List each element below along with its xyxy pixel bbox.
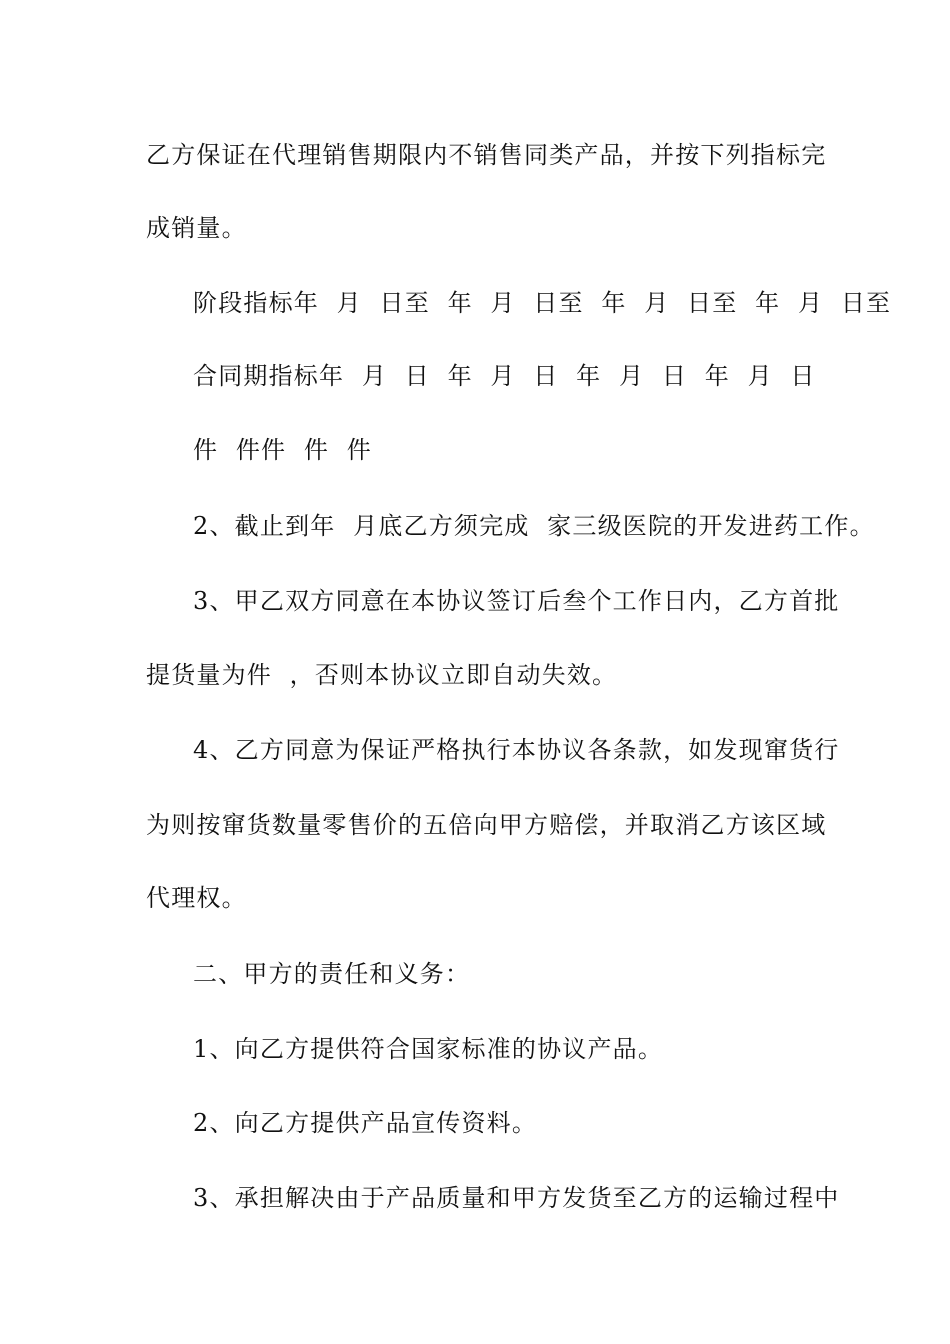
paragraph-line-1: 乙方保证在代理销售期限内不销售同类产品，并按下列指标完 [146,141,827,169]
contract-period-target-row: 合同期指标年 月 日 年 月 日 年 月 日 年 月 日 [193,362,816,390]
paragraph-line-2: 成销量。 [146,214,247,242]
clause-4-line-2: 为则按窜货数量零售价的五倍向甲方赔偿，并取消乙方该区域 [146,811,827,839]
stage-target-row: 阶段指标年 月 日至 年 月 日至 年 月 日至 年 月 日至 [193,289,892,317]
clause-2: 2、截止到年 月底乙方须完成 家三级医院的开发进药工作。 [193,512,875,540]
clause-4-line-3: 代理权。 [146,884,247,912]
unit-row: 件 件件 件 件 [193,436,372,464]
section-heading-party-a-duties: 二、甲方的责任和义务： [193,960,471,988]
clause-3-line-1: 3、甲乙双方同意在本协议签订后叁个工作日内，乙方首批 [193,587,840,615]
duty-item-2: 2、向乙方提供产品宣传资料。 [193,1109,538,1137]
duty-item-3: 3、承担解决由于产品质量和甲方发货至乙方的运输过程中 [193,1184,840,1212]
duty-item-1: 1、向乙方提供符合国家标准的协议产品。 [193,1035,664,1063]
clause-3-line-2: 提货量为件 ，否则本协议立即自动失效。 [146,661,618,689]
clause-4-line-1: 4、乙方同意为保证严格执行本协议各条款，如发现窜货行 [193,736,840,764]
